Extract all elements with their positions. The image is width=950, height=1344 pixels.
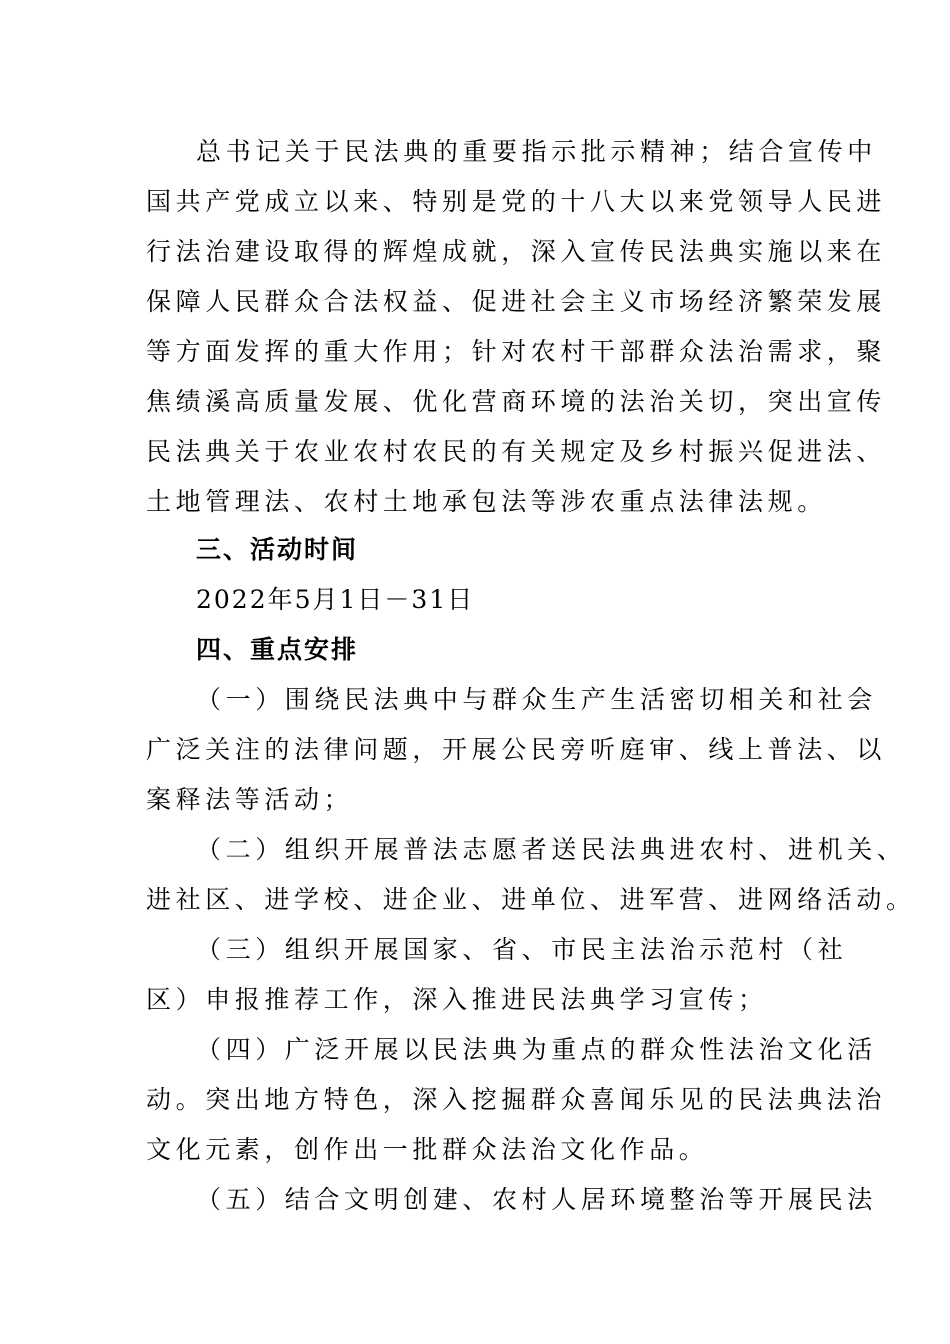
paragraph-line: 区）申报推荐工作，深入推进民法典学习宣传； bbox=[146, 985, 768, 1014]
paragraph-line: （二）组织开展普法志愿者送民法典进农村、进机关、 bbox=[196, 835, 907, 864]
paragraph-line: 民法典关于农业农村农民的有关规定及乡村振兴促进法、 bbox=[146, 437, 887, 466]
paragraph-line: （一）围绕民法典中与群众生产生活密切相关和社会 bbox=[196, 685, 877, 714]
paragraph-line: 总书记关于民法典的重要指示批示精神；结合宣传中 bbox=[196, 137, 877, 166]
paragraph-line: 进社区、进学校、进企业、进单位、进军营、进网络活动。 bbox=[146, 885, 916, 914]
paragraph-line: （五）结合文明创建、农村人居环境整治等开展民法 bbox=[196, 1185, 877, 1214]
paragraph-line: 行法治建设取得的辉煌成就，深入宣传民法典实施以来在 bbox=[146, 237, 887, 266]
paragraph-line: （三）组织开展国家、省、市民主法治示范村（社 bbox=[196, 935, 848, 964]
paragraph-line: 动。突出地方特色，深入挖掘群众喜闻乐见的民法典法治 bbox=[146, 1085, 887, 1114]
paragraph-line: 广泛关注的法律问题，开展公民旁听庭审、线上普法、以 bbox=[146, 735, 887, 764]
paragraph-line: 文化元素，创作出一批群众法治文化作品。 bbox=[146, 1135, 709, 1164]
paragraph-line: 案释法等活动； bbox=[146, 785, 354, 814]
section-heading-key-arrangements: 四、重点安排 bbox=[196, 635, 359, 664]
section-heading-activity-time: 三、活动时间 bbox=[196, 535, 359, 564]
activity-date-range: 2022年5月1日－31日 bbox=[196, 585, 475, 614]
paragraph-line: （四）广泛开展以民法典为重点的群众性法治文化活 bbox=[196, 1035, 877, 1064]
paragraph-line: 土地管理法、农村土地承包法等涉农重点法律法规。 bbox=[146, 487, 827, 516]
paragraph-line: 国共产党成立以来、特别是党的十八大以来党领导人民进 bbox=[146, 187, 887, 216]
paragraph-line: 保障人民群众合法权益、促进社会主义市场经济繁荣发展 bbox=[146, 287, 887, 316]
paragraph-line: 等方面发挥的重大作用；针对农村干部群众法治需求，聚 bbox=[146, 337, 887, 366]
paragraph-line: 焦绩溪高质量发展、优化营商环境的法治关切，突出宣传 bbox=[146, 387, 887, 416]
